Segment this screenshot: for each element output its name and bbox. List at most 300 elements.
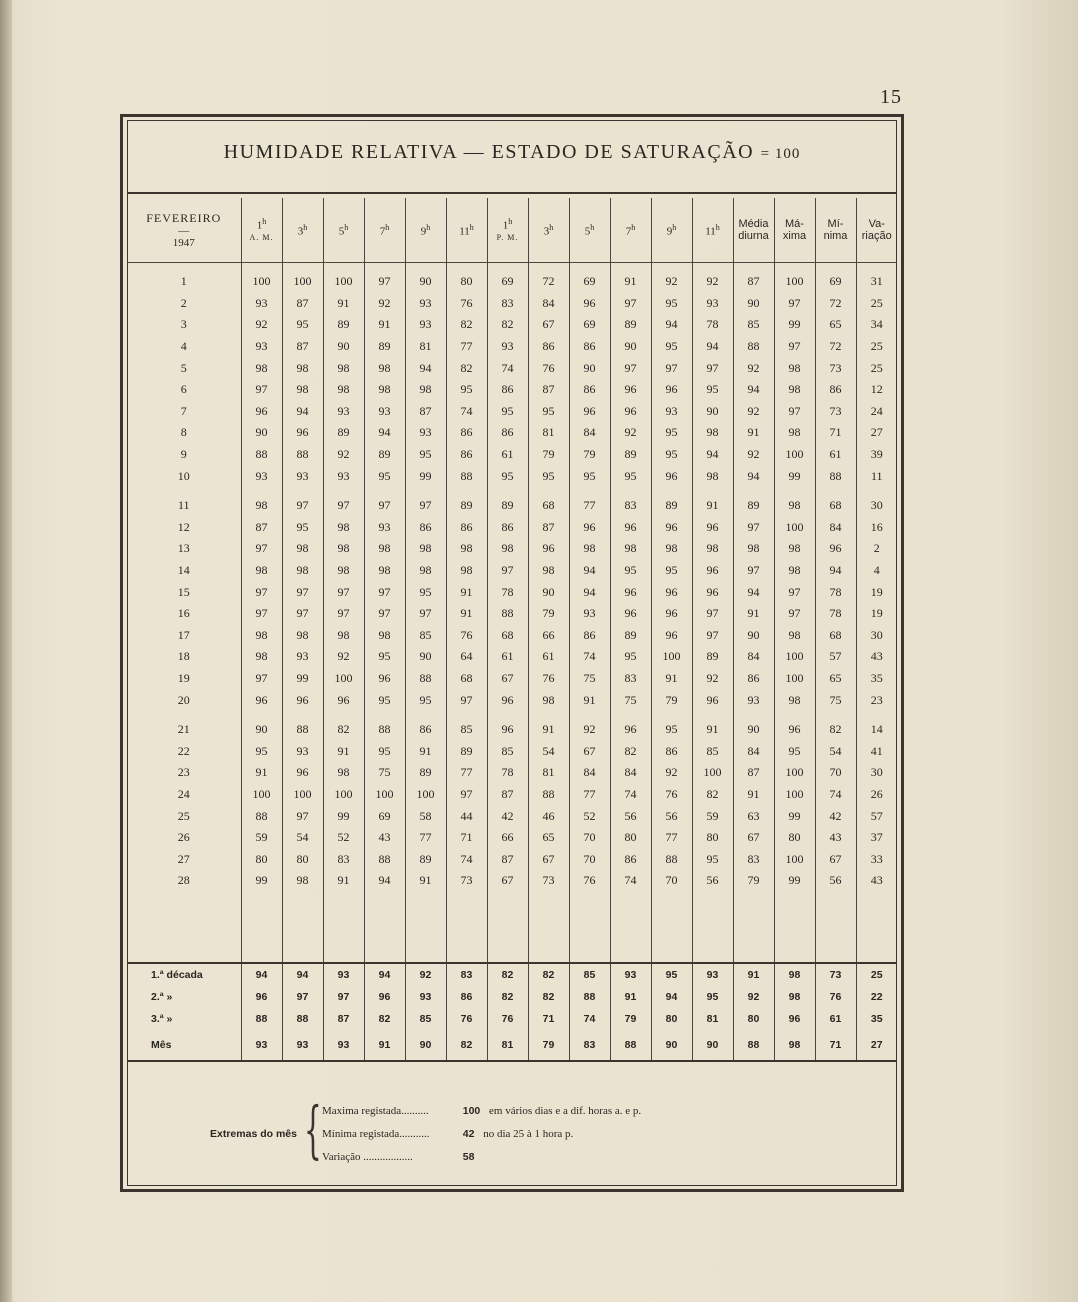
table-cell: 96 [651,581,692,603]
table-cell: 92 [364,293,405,315]
day-number: 21 [177,722,190,737]
table-cell: 83 [733,848,774,870]
table-cell: 94 [733,379,774,401]
day-number: 4 [180,339,187,354]
table-cell: 97 [405,603,446,625]
header-month: FEVEREIRO [146,211,222,225]
table-cell: 61 [487,444,528,466]
table-cell: 54 [282,827,323,849]
header-11am: 11$^h$ [446,198,487,263]
table-cell: 75 [610,689,651,711]
table-cell: 98 [692,538,733,560]
summary-cell: 79 [610,1008,651,1030]
table-cell: 89 [446,495,487,517]
table-cell: 96 [610,401,651,423]
summary-cell: 27 [856,1030,897,1061]
summary-label: 1.ª década [127,963,241,986]
table-row [127,517,897,539]
day-number: 25 [177,808,190,823]
table-cell: 74 [610,870,651,892]
table-cell: 97 [692,603,733,625]
table-cell: 74 [446,848,487,870]
row-gap [127,711,897,719]
table-cell: 87 [282,293,323,315]
extreme-maxima: Maxima registada.......... 100 em vários dias e a dif. horas a. e p. [322,1105,642,1117]
humidity-table [127,198,897,1062]
table-cell: 30 [856,762,897,784]
table-cell: 76 [569,870,610,892]
table-cell: 84 [733,740,774,762]
table-cell: 88 [241,805,282,827]
table-cell: 97 [323,495,364,517]
table-cell: 93 [364,401,405,423]
table-cell: 90 [323,336,364,358]
table-cell: 98 [241,625,282,647]
table-cell: 88 [528,784,569,806]
table-cell: 76 [528,357,569,379]
table-cell: 90 [610,336,651,358]
table-cell: 95 [692,848,733,870]
table-cell: 98 [651,538,692,560]
summary-cell: 22 [856,986,897,1008]
table-row [127,560,897,582]
day-number: 19 [177,670,190,685]
table-cell: 89 [405,762,446,784]
table-cell: 93 [241,465,282,487]
table-cell: 95 [569,465,610,487]
table-cell: 97 [282,805,323,827]
table-cell: 98 [528,689,569,711]
header-9pm: 9$^h$ [651,198,692,263]
table-cell: 86 [651,740,692,762]
header-row [127,198,897,263]
table-cell: 92 [733,357,774,379]
table-cell: 43 [856,870,897,892]
table-cell: 76 [651,784,692,806]
table-cell: 68 [815,495,856,517]
day-number: 26 [177,830,190,845]
table-cell: 86 [405,719,446,741]
table-cell: 100 [241,784,282,806]
summary-cell: 90 [405,1030,446,1061]
row-spacer [127,892,897,963]
table-cell: 75 [815,689,856,711]
table-cell: 19 [856,603,897,625]
table-cell: 88 [241,444,282,466]
table-cell: 95 [692,379,733,401]
day-number: 3 [180,317,187,332]
table-cell: 76 [446,625,487,647]
table-cell: 82 [692,784,733,806]
table-cell: 86 [569,336,610,358]
table-cell: 93 [241,336,282,358]
table-cell: 74 [569,646,610,668]
day-number: 9 [180,447,187,462]
table-cell: 98 [241,357,282,379]
table-cell: 73 [528,870,569,892]
summary-cell: 91 [733,963,774,986]
table-cell: 56 [815,870,856,892]
table-cell: 99 [774,314,815,336]
table-cell: 91 [733,603,774,625]
table-cell: 88 [446,465,487,487]
table-cell: 88 [815,465,856,487]
table-cell: 74 [815,784,856,806]
table-cell: 58 [405,805,446,827]
table-cell: 56 [692,870,733,892]
table-cell: 92 [733,444,774,466]
header-dash: — [178,225,190,237]
table-cell: 92 [569,719,610,741]
table-cell: 89 [610,444,651,466]
table-cell: 98 [323,379,364,401]
summary-cell: 98 [774,986,815,1008]
summary-row [127,1030,897,1061]
table-cell: 93 [282,465,323,487]
table-cell: 100 [651,646,692,668]
summary-cell: 93 [282,1030,323,1061]
summary-label: 2.ª » [151,990,173,1003]
table-cell: 43 [364,827,405,849]
table-cell: 25 [856,336,897,358]
header-9am: 9$^h$ [405,198,446,263]
table-cell: 88 [651,848,692,870]
table-cell: 100 [774,444,815,466]
table-cell: 95 [364,646,405,668]
table-cell: 67 [528,314,569,336]
table-cell: 98 [569,538,610,560]
summary-cell: 88 [569,986,610,1008]
table-row [127,870,897,892]
table-cell: 94 [364,422,405,444]
table-cell: 92 [692,271,733,293]
table-cell: 89 [610,314,651,336]
table-cell: 95 [405,581,446,603]
table-row [127,495,897,517]
summary-cell: 93 [323,963,364,986]
table-cell: 89 [733,495,774,517]
table-cell: 96 [610,581,651,603]
table-cell: 96 [651,379,692,401]
table-cell: 96 [241,689,282,711]
table-cell: 90 [733,625,774,647]
table-row [127,314,897,336]
table-cell: 86 [487,379,528,401]
day-number: 2 [180,295,187,310]
table-cell: 93 [651,401,692,423]
table-cell: 67 [815,848,856,870]
table-cell: 98 [774,357,815,379]
table-cell: 97 [651,357,692,379]
table-cell: 95 [364,689,405,711]
table-cell: 98 [323,560,364,582]
header-maxima: Má- xima [774,198,815,263]
title-text: HUMIDADE RELATIVA — ESTADO DE SATURAÇÃO [223,141,755,163]
summary-cell: 95 [651,963,692,986]
table-cell: 98 [692,422,733,444]
table-cell: 98 [774,689,815,711]
table-cell: 98 [323,762,364,784]
table-cell: 98 [774,422,815,444]
table-cell: 14 [856,719,897,741]
table-cell: 100 [364,784,405,806]
table-cell: 82 [323,719,364,741]
brace-icon: { [304,1093,322,1166]
summary-cell: 93 [405,986,446,1008]
table-cell: 95 [651,422,692,444]
table-row [127,379,897,401]
table-cell: 77 [651,827,692,849]
summary-cell: 81 [487,1030,528,1061]
table-cell: 78 [815,603,856,625]
table-cell: 96 [692,560,733,582]
table-cell: 81 [405,336,446,358]
table-cell: 97 [241,668,282,690]
summary-cell: 82 [487,986,528,1008]
table-cell: 72 [528,271,569,293]
table-cell: 67 [733,827,774,849]
table-cell: 98 [405,379,446,401]
table-cell: 98 [241,495,282,517]
table-cell: 25 [856,357,897,379]
table-cell: 100 [774,848,815,870]
extreme-minima: Mínima registada........... 42 no dia 25 à 1 hora p. [322,1128,574,1140]
table-cell: 98 [364,379,405,401]
table-cell: 98 [282,625,323,647]
summary-cell: 93 [323,1030,364,1061]
table-cell: 99 [405,465,446,487]
table-cell: 93 [364,517,405,539]
day-number: 10 [177,468,190,483]
table-cell: 94 [692,444,733,466]
table-cell: 93 [282,740,323,762]
table-cell: 97 [364,581,405,603]
table-cell: 95 [528,401,569,423]
summary-cell: 82 [528,963,569,986]
table-cell: 95 [651,444,692,466]
table-cell: 41 [856,740,897,762]
summary-cell: 96 [774,1008,815,1030]
summary-cell: 88 [241,1008,282,1030]
table-cell: 91 [323,293,364,315]
table-cell: 96 [323,689,364,711]
table-cell: 67 [528,848,569,870]
table-cell: 100 [282,271,323,293]
table-cell: 98 [323,625,364,647]
table-cell: 80 [282,848,323,870]
table-cell: 78 [487,762,528,784]
summary-cell: 86 [446,986,487,1008]
table-cell: 79 [733,870,774,892]
table-cell: 98 [528,560,569,582]
table-cell: 84 [569,422,610,444]
summary-cell: 80 [733,1008,774,1030]
summary-cell: 93 [610,963,651,986]
table-cell: 89 [323,422,364,444]
table-cell: 43 [856,646,897,668]
table-cell: 23 [856,689,897,711]
table-cell: 94 [282,401,323,423]
summary-cell: 85 [569,963,610,986]
table-cell: 97 [774,401,815,423]
table-cell: 70 [569,848,610,870]
table-cell: 91 [405,870,446,892]
table-cell: 26 [856,784,897,806]
table-cell: 71 [446,827,487,849]
table-cell: 77 [405,827,446,849]
table-cell: 59 [241,827,282,849]
table-cell: 65 [815,314,856,336]
table-row [127,784,897,806]
table-cell: 43 [815,827,856,849]
header-month-year [127,198,241,263]
table-cell: 95 [610,465,651,487]
table-cell: 95 [487,465,528,487]
table-cell: 93 [282,646,323,668]
table-row [127,293,897,315]
day-number: 17 [177,627,190,642]
table-cell: 87 [528,517,569,539]
table-cell: 95 [610,646,651,668]
summary-row [127,986,897,1008]
table-cell: 39 [856,444,897,466]
table-cell: 87 [733,762,774,784]
table-cell: 69 [569,271,610,293]
table-cell: 73 [815,357,856,379]
table-cell: 65 [528,827,569,849]
table-cell: 98 [692,465,733,487]
table-cell: 100 [323,271,364,293]
table-cell: 79 [651,689,692,711]
day-number: 20 [177,692,190,707]
table-cell: 87 [487,848,528,870]
table-cell: 19 [856,581,897,603]
table-cell: 98 [323,538,364,560]
day-number: 22 [177,743,190,758]
table-row [127,668,897,690]
header-minima: Mí- nima [815,198,856,263]
table-cell: 82 [446,357,487,379]
table-cell: 97 [323,603,364,625]
table-cell: 90 [241,422,282,444]
table-cell: 83 [323,848,364,870]
table-row [127,538,897,560]
table-cell: 89 [446,740,487,762]
table-cell: 80 [446,271,487,293]
table-cell: 74 [446,401,487,423]
table-cell: 83 [487,293,528,315]
table-cell: 95 [651,336,692,358]
table-cell: 44 [446,805,487,827]
table-cell: 100 [323,668,364,690]
day-number: 27 [177,851,190,866]
header-5am: 5$^h$ [323,198,364,263]
summary-cell: 94 [241,963,282,986]
day-number: 6 [180,382,187,397]
table-cell: 90 [241,719,282,741]
table-cell: 52 [569,805,610,827]
table-cell: 91 [528,719,569,741]
table-cell: 92 [241,314,282,336]
table-cell: 69 [569,314,610,336]
day-number: 11 [177,498,190,513]
table-cell: 96 [569,293,610,315]
table-cell: 94 [569,581,610,603]
table-cell: 75 [569,668,610,690]
table-cell: 79 [569,444,610,466]
table-cell: 90 [733,293,774,315]
table-cell: 91 [733,422,774,444]
table-cell: 96 [569,517,610,539]
day-number: 12 [177,519,190,534]
table-cell: 100 [323,784,364,806]
table-cell: 93 [323,401,364,423]
table-cell: 97 [733,517,774,539]
table-cell: 97 [241,379,282,401]
summary-cell: 83 [569,1030,610,1061]
table-cell: 86 [446,422,487,444]
header-1pm: 1$^h$ P. M. [487,198,528,263]
table-cell: 4 [856,560,897,582]
table-cell: 98 [446,560,487,582]
table-cell: 97 [774,603,815,625]
summary-cell: 96 [241,986,282,1008]
table-cell: 97 [241,538,282,560]
summary-cell: 93 [692,963,733,986]
table-cell: 99 [774,805,815,827]
header-variacao: Va- riação [856,198,897,263]
summary-cell: 92 [405,963,446,986]
table-cell: 24 [856,401,897,423]
table-cell: 67 [487,870,528,892]
table-cell: 91 [569,689,610,711]
title-suffix: = 100 [760,146,801,162]
table-cell: 77 [569,495,610,517]
table-cell: 100 [774,517,815,539]
table-cell: 97 [446,689,487,711]
table-cell: 88 [282,444,323,466]
day-number: 24 [177,786,190,801]
table-cell: 87 [733,271,774,293]
header-7pm: 7$^h$ [610,198,651,263]
table-cell: 98 [323,357,364,379]
table-cell: 97 [692,625,733,647]
summary-label: Mês [127,1030,241,1061]
table-cell: 91 [446,603,487,625]
table-cell: 42 [815,805,856,827]
summary-label: 3.ª » [151,1012,173,1025]
table-cell: 88 [733,336,774,358]
table-cell: 57 [856,805,897,827]
table-cell: 97 [487,560,528,582]
table-cell: 98 [282,357,323,379]
table-cell: 87 [405,401,446,423]
summary-cell: 76 [446,1008,487,1030]
summary-cell: 95 [692,986,733,1008]
table-cell: 89 [405,848,446,870]
table-cell: 31 [856,271,897,293]
table-cell: 93 [569,603,610,625]
table-cell: 27 [856,422,897,444]
table-cell: 92 [692,668,733,690]
table-cell: 80 [610,827,651,849]
day-number: 28 [177,873,190,888]
table-cell: 97 [364,603,405,625]
table-cell: 96 [241,401,282,423]
table-cell: 98 [364,625,405,647]
table-cell: 89 [364,336,405,358]
table-cell: 88 [364,719,405,741]
